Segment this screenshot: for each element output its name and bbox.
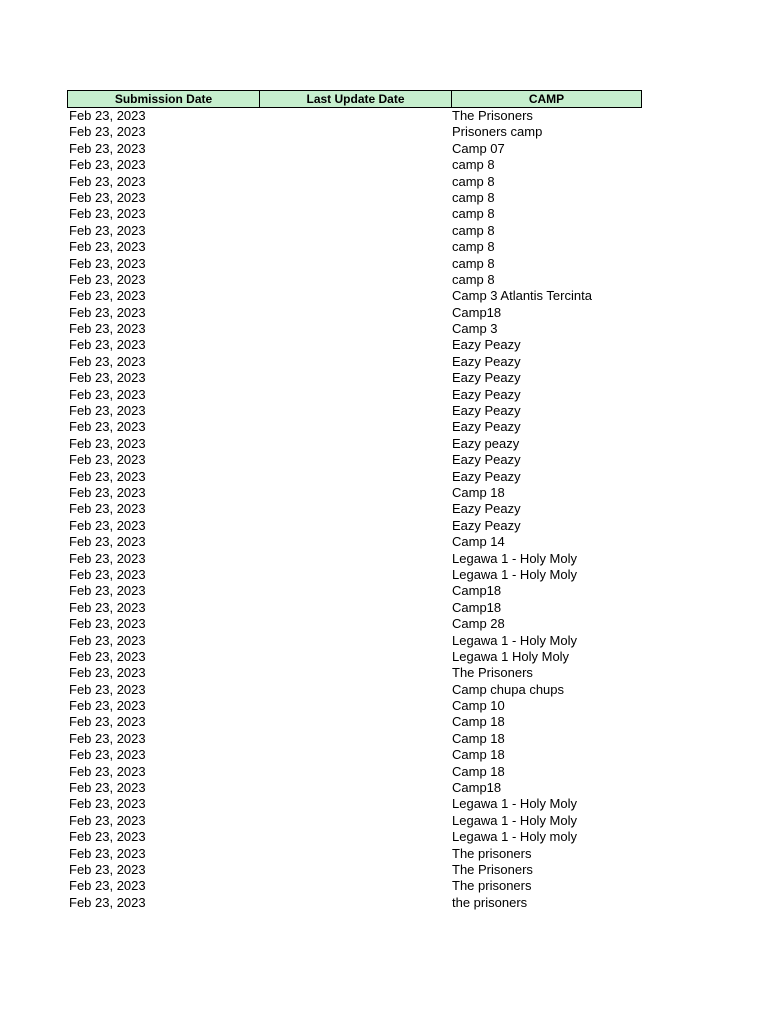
cell-camp: Legawa 1 - Holy Moly [452,796,577,812]
table-row [67,469,642,485]
cell-submission-date: Feb 23, 2023 [69,812,146,828]
cell-last-update-date [258,141,450,157]
cell-camp: camp 8 [452,173,495,189]
cell-camp: Camp 07 [452,140,505,156]
cell-last-update-date [258,223,450,239]
cell-last-update-date [258,436,450,452]
cell-last-update-date [258,747,450,763]
cell-camp: The Prisoners [452,108,533,123]
cell-submission-date: Feb 23, 2023 [69,353,146,369]
cell-last-update-date [258,206,450,222]
cell-camp: Camp 18 [452,714,505,730]
cell-submission-date: Feb 23, 2023 [69,747,146,763]
table-row [67,616,642,632]
cell-submission-date: Feb 23, 2023 [69,206,146,222]
table-row [67,682,642,698]
table-row [67,387,642,403]
cell-last-update-date [258,551,450,567]
cell-submission-date: Feb 23, 2023 [69,550,146,566]
cell-last-update-date [258,239,450,255]
cell-last-update-date [258,403,450,419]
cell-last-update-date [258,731,450,747]
cell-submission-date: Feb 23, 2023 [69,566,146,582]
cell-submission-date: Feb 23, 2023 [69,501,146,517]
cell-camp: Camp 28 [452,616,505,632]
cell-camp: Camp 14 [452,534,505,550]
cell-submission-date: Feb 23, 2023 [69,255,146,271]
cell-submission-date: Feb 23, 2023 [69,796,146,812]
cell-last-update-date [258,665,450,681]
cell-last-update-date [258,419,450,435]
cell-last-update-date [258,337,450,353]
cell-camp: Legawa 1 - Holy Moly [452,812,577,828]
cell-last-update-date [258,714,450,730]
cell-submission-date: Feb 23, 2023 [69,780,146,796]
cell-camp: Eazy Peazy [452,370,521,386]
cell-last-update-date [258,796,450,812]
table-row [67,764,642,780]
table-row [67,452,642,468]
cell-camp: Eazy Peazy [452,501,521,517]
spreadsheet-table [67,90,642,911]
cell-submission-date: Feb 23, 2023 [69,763,146,779]
table-row [67,305,642,321]
cell-camp: the prisoners [452,894,528,910]
cell-last-update-date [258,124,450,140]
cell-submission-date: Feb 23, 2023 [69,730,146,746]
table-row [67,485,642,501]
table-row [67,419,642,435]
cell-camp: Prisoners camp [452,124,543,140]
cell-camp: Camp18 [452,304,502,320]
table-row [67,141,642,157]
table-row [67,436,642,452]
table-row [67,862,642,878]
table-row [67,567,642,583]
cell-submission-date: Feb 23, 2023 [69,452,146,468]
cell-camp: Eazy Peazy [452,386,521,402]
table-row [67,534,642,550]
cell-last-update-date [258,600,450,616]
cell-last-update-date [258,469,450,485]
cell-camp: Eazy Peazy [452,337,521,353]
cell-last-update-date [258,764,450,780]
cell-submission-date: Feb 23, 2023 [69,484,146,500]
cell-camp: Camp chupa chups [452,681,565,697]
table-row [67,878,642,894]
table-row [67,288,642,304]
cell-submission-date: Feb 23, 2023 [69,157,146,173]
cell-last-update-date [258,649,450,665]
cell-submission-date: Feb 23, 2023 [69,714,146,730]
cell-last-update-date [258,256,450,272]
table-row [67,698,642,714]
cell-submission-date: Feb 23, 2023 [69,517,146,533]
cell-submission-date: Feb 23, 2023 [69,337,146,353]
cell-last-update-date [258,682,450,698]
cell-submission-date: Feb 23, 2023 [69,698,146,714]
table-row [67,501,642,517]
cell-last-update-date [258,846,450,862]
cell-camp: Camp 18 [452,747,505,763]
table-row [67,174,642,190]
cell-camp: The prisoners [452,845,532,861]
table-row [67,272,642,288]
cell-submission-date: Feb 23, 2023 [69,665,146,681]
cell-camp: The Prisoners [452,665,533,681]
table-row [67,649,642,665]
cell-camp: Legawa 1 Holy Moly [452,648,570,664]
header-submission-date: Submission Date [114,92,213,106]
cell-camp: Camp18 [452,780,502,796]
cell-camp: Eazy Peazy [452,419,521,435]
table-row [67,223,642,239]
cell-camp: Legawa 1 - Holy moly [452,829,577,845]
cell-last-update-date [258,305,450,321]
cell-camp: camp 8 [452,189,495,205]
cell-submission-date: Feb 23, 2023 [69,616,146,632]
cell-last-update-date [258,108,450,124]
table-row [67,846,642,862]
cell-camp: Legawa 1 - Holy Moly [452,550,577,566]
cell-submission-date: Feb 23, 2023 [69,173,146,189]
cell-submission-date: Feb 23, 2023 [69,304,146,320]
header-camp: CAMP [451,91,641,107]
table-row [67,190,642,206]
cell-last-update-date [258,829,450,845]
table-row [67,813,642,829]
table-row [67,157,642,173]
cell-last-update-date [258,616,450,632]
table-row [67,600,642,616]
cell-submission-date: Feb 23, 2023 [69,419,146,435]
cell-last-update-date [258,813,450,829]
cell-submission-date: Feb 23, 2023 [69,271,146,287]
cell-camp: The Prisoners [452,861,533,877]
table-row [67,780,642,796]
cell-submission-date: Feb 23, 2023 [69,583,146,599]
cell-submission-date: Feb 23, 2023 [69,845,146,861]
cell-last-update-date [258,583,450,599]
table-row [67,370,642,386]
cell-last-update-date [258,780,450,796]
table-row [67,829,642,845]
cell-submission-date: Feb 23, 2023 [69,403,146,419]
table-row [67,796,642,812]
cell-camp: camp 8 [452,157,495,173]
cell-submission-date: Feb 23, 2023 [69,681,146,697]
table-row [67,108,642,124]
cell-camp: camp 8 [452,206,495,222]
table-row [67,665,642,681]
cell-last-update-date [258,895,450,911]
cell-submission-date: Feb 23, 2023 [69,288,146,304]
cell-submission-date: Feb 23, 2023 [69,140,146,156]
table-row [67,321,642,337]
table-row [67,731,642,747]
table-row [67,354,642,370]
cell-camp: Camp 18 [452,484,505,500]
cell-submission-date: Feb 23, 2023 [69,239,146,255]
header-last-update-date: Last Update Date [259,91,451,107]
table-row [67,337,642,353]
cell-submission-date: Feb 23, 2023 [69,861,146,877]
cell-submission-date: Feb 23, 2023 [69,386,146,402]
cell-last-update-date [258,370,450,386]
cell-last-update-date [258,485,450,501]
cell-last-update-date [258,567,450,583]
cell-submission-date: Feb 23, 2023 [69,599,146,615]
table-row [67,747,642,763]
table-header-row [67,90,642,108]
cell-last-update-date [258,288,450,304]
table-row [67,124,642,140]
cell-last-update-date [258,534,450,550]
cell-last-update-date [258,157,450,173]
cell-submission-date: Feb 23, 2023 [69,829,146,845]
cell-camp: Camp 18 [452,763,505,779]
cell-submission-date: Feb 23, 2023 [69,189,146,205]
table-row [67,714,642,730]
cell-submission-date: Feb 23, 2023 [69,124,146,140]
cell-camp: camp 8 [452,222,495,238]
table-row [67,206,642,222]
cell-last-update-date [258,354,450,370]
table-row [67,583,642,599]
cell-last-update-date [258,633,450,649]
table-row [67,239,642,255]
table-row [67,633,642,649]
table-row [67,518,642,534]
cell-submission-date: Feb 23, 2023 [69,632,146,648]
cell-submission-date: Feb 23, 2023 [69,468,146,484]
cell-camp: camp 8 [452,271,495,287]
cell-submission-date: Feb 23, 2023 [69,648,146,664]
cell-last-update-date [258,387,450,403]
cell-camp: The prisoners [452,878,532,894]
cell-camp: Eazy Peazy [452,517,521,533]
cell-camp: Camp18 [452,599,502,615]
table-row [67,256,642,272]
cell-camp: Camp 3 Atlantis Tercinta [452,288,592,304]
cell-last-update-date [258,518,450,534]
cell-last-update-date [258,190,450,206]
cell-camp: Legawa 1 - Holy Moly [452,566,577,582]
table-row [67,895,642,911]
cell-camp: Eazy Peazy [452,452,521,468]
cell-last-update-date [258,878,450,894]
cell-last-update-date [258,272,450,288]
cell-camp: Eazy Peazy [452,468,521,484]
cell-last-update-date [258,174,450,190]
cell-camp: Eazy Peazy [452,353,521,369]
cell-last-update-date [258,698,450,714]
cell-last-update-date [258,321,450,337]
cell-submission-date: Feb 23, 2023 [69,894,146,910]
cell-submission-date: Feb 23, 2023 [69,370,146,386]
table-row [67,551,642,567]
cell-submission-date: Feb 23, 2023 [69,534,146,550]
cell-last-update-date [258,501,450,517]
cell-camp: camp 8 [452,239,495,255]
cell-last-update-date [258,452,450,468]
cell-camp: Camp 18 [452,730,505,746]
table-row [67,403,642,419]
cell-submission-date: Feb 23, 2023 [69,222,146,238]
cell-camp: camp 8 [452,255,495,271]
cell-camp: Eazy peazy [452,435,520,451]
cell-submission-date: Feb 23, 2023 [69,108,146,123]
cell-last-update-date [258,862,450,878]
cell-submission-date: Feb 23, 2023 [69,435,146,451]
cell-camp: Camp 3 [452,321,498,337]
cell-submission-date: Feb 23, 2023 [69,878,146,894]
cell-camp: Legawa 1 - Holy Moly [452,632,577,648]
table-body [67,108,642,911]
cell-submission-date: Feb 23, 2023 [69,321,146,337]
cell-camp: Eazy Peazy [452,403,521,419]
cell-camp: Camp18 [452,583,502,599]
cell-camp: Camp 10 [452,698,505,714]
